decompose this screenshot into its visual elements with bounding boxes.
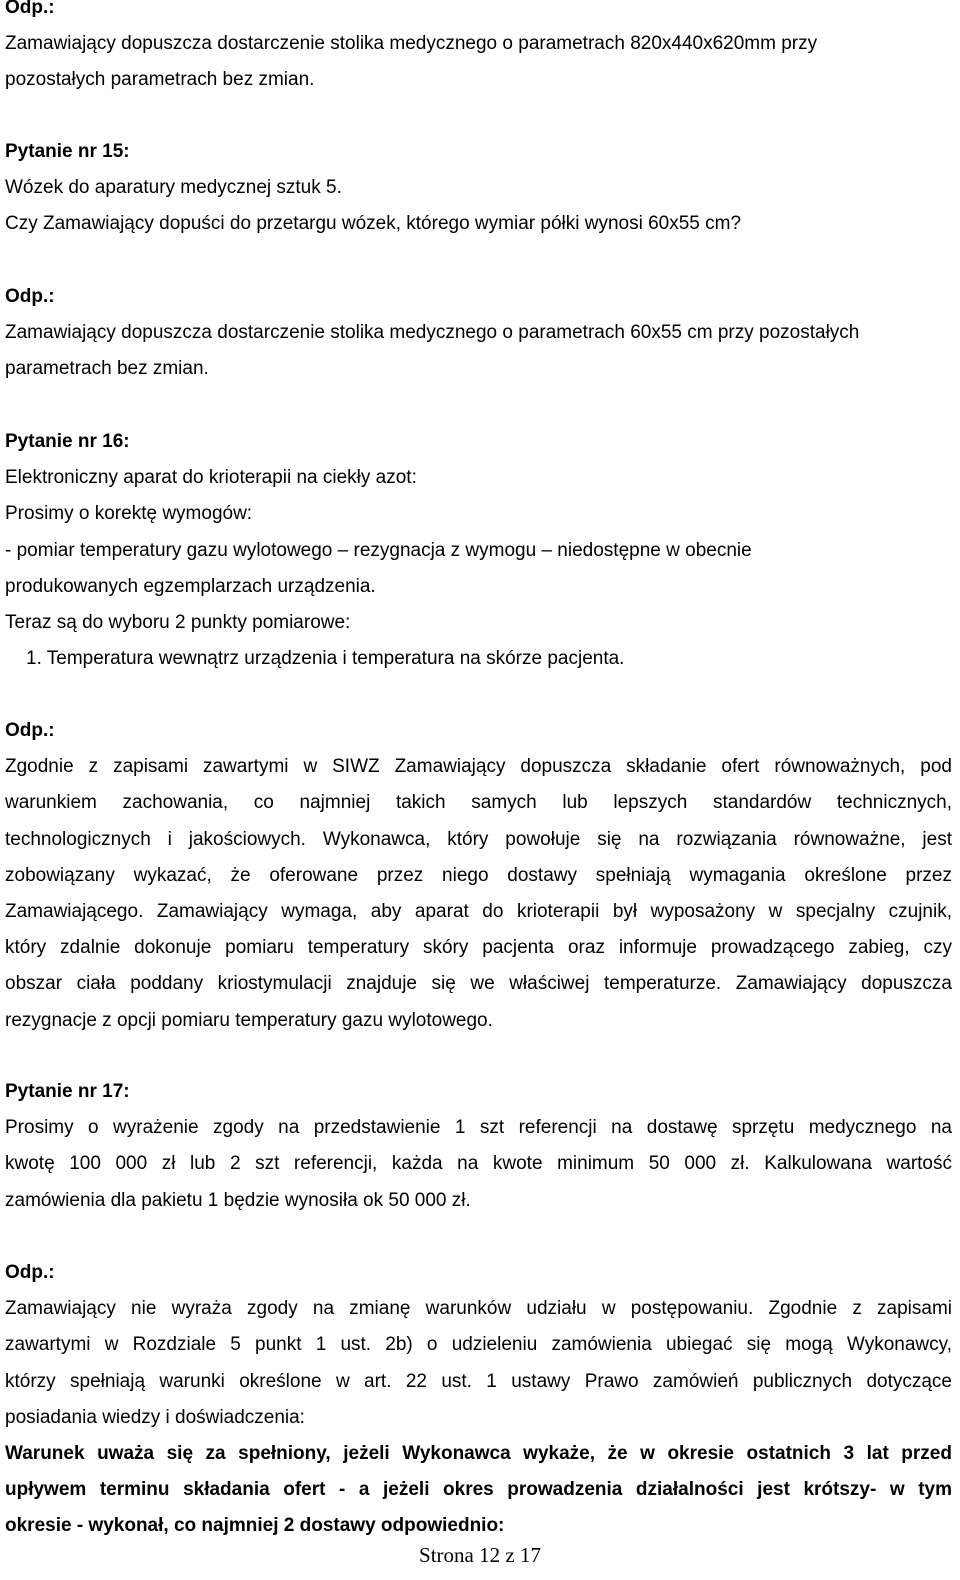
answer-block-16 (5, 713, 952, 1039)
question-block-16 (5, 424, 952, 677)
answer-block-15 (5, 279, 952, 388)
text-line: Czy Zamawiający dopuści do przetargu wózek, którego wymiar półki wynosi 60x55 cm? (5, 213, 742, 235)
text-line: kwotę 100 000 zł lub 2 szt referencji, każda na kwote minimum 50 000 zł. Kalkulowana wartość (5, 1153, 952, 1175)
text-line: Elektroniczny aparat do krioterapii na ciekły azot: (5, 467, 417, 489)
bold-text-line: upływem terminu składania ofert - a jeżeli okres prowadzenia działalności jest krótszy- w tym (5, 1479, 952, 1501)
answer-block-14 (5, 0, 952, 99)
text-line: parametrach bez zmian. (5, 358, 209, 380)
text-line: Zamawiający dopuszcza dostarczenie stolika medycznego o parametrach 820x440x620mm przy (5, 33, 818, 55)
question-block-15 (5, 134, 952, 243)
question-block-17 (5, 1074, 952, 1219)
text-line: Wózek do aparatury medycznej sztuk 5. (5, 177, 342, 199)
bold-text-line: Warunek uważa się za spełniony, jeżeli Wykonawca wykaże, że w okresie ostatnich 3 lat przed (5, 1443, 952, 1465)
text-line: Zamawiający dopuszcza dostarczenie stolika medycznego o parametrach 60x55 cm przy pozostałych (5, 322, 860, 344)
text-line: Zamawiającego. Zamawiający wymaga, aby aparat do krioterapii był wyposażony w specjalny czujnik, (5, 901, 952, 923)
numbered-item: 1. Temperatura wewnątrz urządzenia i temperatura na skórze pacjenta. (26, 648, 625, 670)
answer-block-17 (5, 1255, 952, 1545)
text-line: pozostałych parametrach bez zmian. (5, 69, 315, 91)
text-line: warunkiem zachowania, co najmniej takich samych lub lepszych standardów technicznych, (5, 792, 952, 814)
text-line: produkowanych egzemplarzach urządzenia. (5, 575, 376, 597)
text-line: obszar ciała poddany kriostymulacji znajduje się we właściwej temperaturze. Zamawiający dopuszcza (5, 973, 952, 995)
question-heading: Pytanie nr 16: (5, 431, 130, 452)
text-line: - pomiar temperatury gazu wylotowego – rezygnacja z wymogu – niedostępne w obecnie (5, 539, 752, 561)
text-line: Teraz są do wyboru 2 punkty pomiarowe: (5, 612, 351, 634)
text-line: zobowiązany wykazać, że oferowane przez niego dostawy spełniają wymagania określone przez (5, 864, 952, 886)
text-line: zamówienia dla pakietu 1 będzie wynosiła ok 50 000 zł. (5, 1189, 471, 1211)
text-line: technologicznych i jakościowych. Wykonawca, który powołuje się na rozwiązania równoważne, jest (5, 828, 952, 850)
text-line: Zgodnie z zapisami zawartymi w SIWZ Zamawiający dopuszcza składanie ofert równoważnych, pod (5, 756, 952, 778)
text-line: którzy spełniają warunki określone w art. 22 ust. 1 ustawy Prawo zamówień publicznych dotyczące (5, 1370, 952, 1392)
answer-label: Odp.: (5, 0, 55, 18)
text-line: który zdalnie dokonuje pomiaru temperatury skóry pacjenta oraz informuje prowadzącego zabieg, czy (5, 937, 952, 959)
text-line: rezygnacje z opcji pomiaru temperatury gazu wylotowego. (5, 1009, 493, 1031)
answer-label: Odp.: (5, 720, 55, 741)
question-heading: Pytanie nr 15: (5, 141, 130, 162)
text-line: Zamawiający nie wyraża zgody na zmianę warunków udziału w postępowaniu. Zgodnie z zapisami (5, 1298, 952, 1320)
question-heading: Pytanie nr 17: (5, 1081, 130, 1102)
answer-label: Odp.: (5, 286, 55, 307)
answer-label: Odp.: (5, 1262, 55, 1283)
text-line: Prosimy o wyrażenie zgody na przedstawienie 1 szt referencji na dostawę sprzętu medycznego na (5, 1117, 952, 1139)
page-number-footer: Strona 12 z 17 (419, 1543, 541, 1567)
text-line: Prosimy o korektę wymogów: (5, 503, 253, 525)
text-line: zawartymi w Rozdziale 5 punkt 1 ust. 2b) o udzieleniu zamówienia ubiegać się mogą Wykonawcy, (5, 1334, 952, 1356)
bold-text-line: okresie - wykonał, co najmniej 2 dostawy odpowiednio: (5, 1515, 505, 1537)
text-line: posiadania wiedzy i doświadczenia: (5, 1406, 305, 1428)
